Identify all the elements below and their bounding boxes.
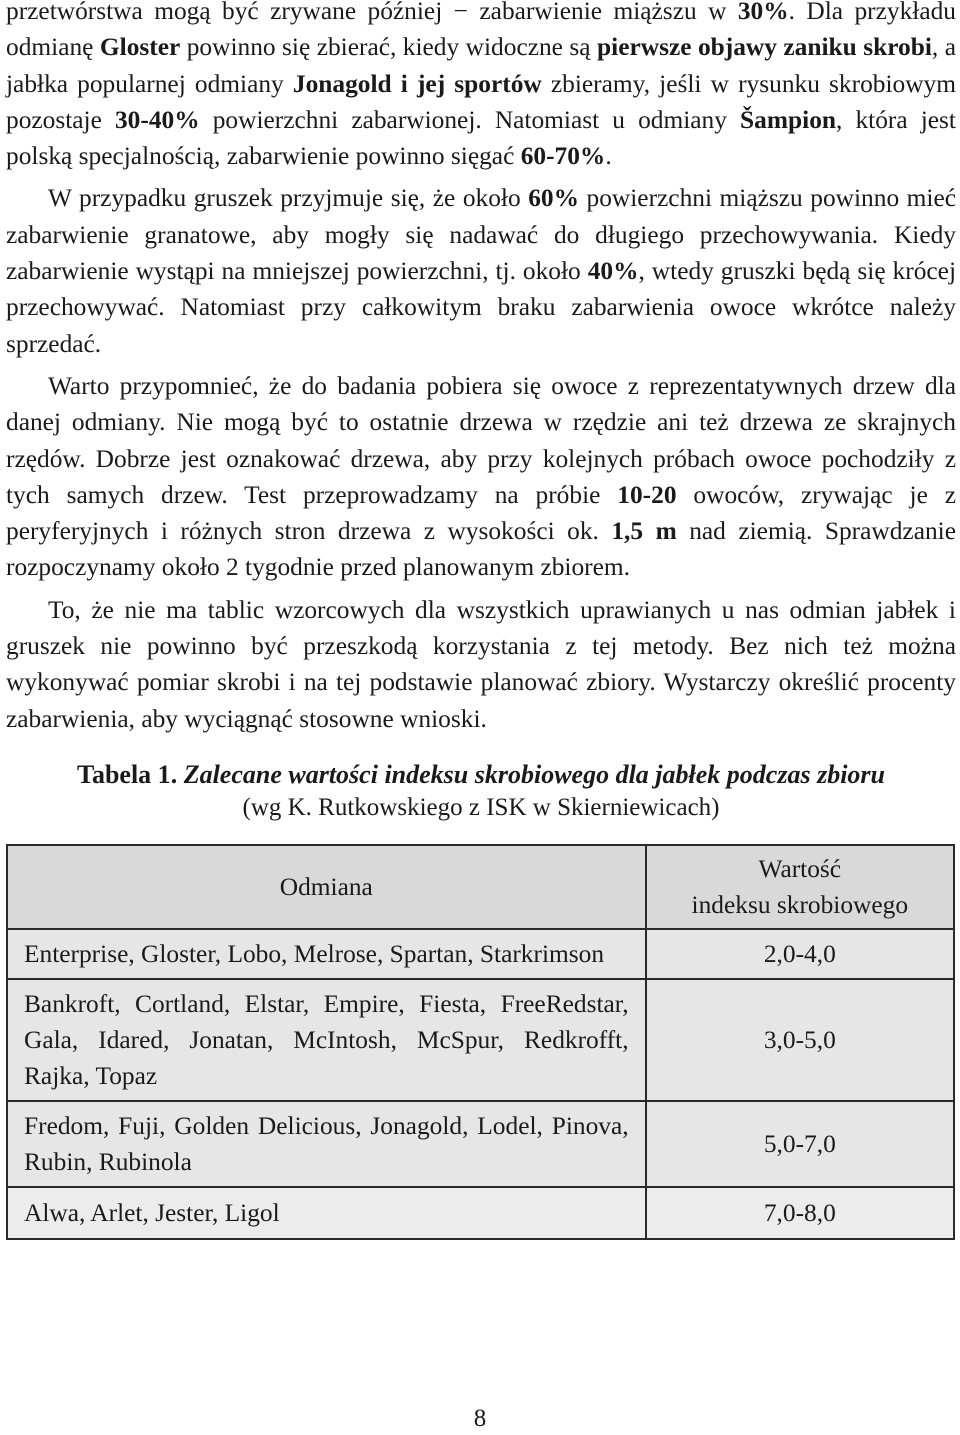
text: zbieramy, jeśli w rysunku skrobiowym pozostaje [6,69,956,134]
cell-value: 3,0-5,0 [646,979,954,1101]
paragraph-pears [6,180,956,361]
caption-separator: . [170,759,184,789]
text: , wtedy gruszki będą się krócej przechowywać. Natomiast przy całkowitym braku zabarwienia owoce wkrótce należy sprzedać. [6,257,956,358]
paragraph-apple-harvest [6,0,956,174]
text: powierzchni zabarwionej. Natomiast u odmiany [199,105,741,134]
text: nad ziemią. Sprawdzanie rozpoczynamy około 2 tygodnie przed planowanym zbiorem. [6,517,956,582]
text: przetwórstwa mogą być zrywane później − zabarwienie miąższu w [6,0,738,25]
table-source: (wg K. Rutkowskiego z ISK w Skierniewicach) [242,793,720,821]
header-variety: Odmiana [7,845,646,929]
bold-text: Šampion [740,105,837,134]
cell-varieties: Fredom, Fuji, Golden Delicious, Jonagold, Lodel, Pinova, Rubin, Rubinola [7,1101,646,1187]
bold-text: 30% [737,0,789,25]
cell-varieties: Alwa, Arlet, Jester, Ligol [7,1187,646,1239]
cell-varieties: Bankroft, Cortland, Elstar, Empire, Fiesta, FreeRedstar, Gala, Idared, Jonatan, McIntosh, McSpur, Redkrofft, Rajka, Topaz [7,979,646,1101]
bold-text: Gloster [99,33,181,62]
table-row [7,1101,954,1187]
text: W przypadku gruszek przyjmuje się, że około [48,184,529,213]
cell-value: 2,0-4,0 [646,929,954,979]
page [6,0,956,1240]
table-title: Zalecane wartości indeksu skrobiowego dla jabłek podczas zbioru [183,759,885,789]
paragraph-conclusion: To, że nie ma tablic wzorcowych dla wszystkich uprawianych u nas odmian jabłek i gruszek nie powinno być przeszkodą korzystania z tej metody. Bez nich też można wykonywać pomiar skrobi i na tej podstawie planować zbiory. Wystarczy określić procenty zabarwienia, aby wyciągnąć stosowne wnioski. [6,595,956,733]
cell-value: 7,0-8,0 [646,1187,954,1239]
bold-text: pierwsze objawy zaniku skrobi [597,33,932,62]
table-label: Tabela 1 [77,759,171,789]
table-row [7,1187,954,1239]
header-value-line2: indeksu skrobiowego [691,890,909,919]
starch-index-table [6,844,955,1240]
cell-value: 5,0-7,0 [646,1101,954,1187]
table-row [7,979,954,1101]
bold-text: 60-70% [520,142,606,171]
text: , która jest polską specjalnością, zabarwienie powinno sięgać [6,105,956,171]
text: . Dla przykładu odmianę [6,0,956,62]
bold-text: 1,5 m [611,517,677,546]
cell-varieties: Enterprise, Gloster, Lobo, Melrose, Spartan, Starkrimson [7,929,646,979]
bold-text: 30-40% [114,105,200,134]
text: powierzchni miąższu powinno mieć zabarwienie granatowe, aby mogły się nadawać do długiego przechowywania. Kiedy zabarwienie wystąpi na mniejszej powierzchni, tj. około [6,184,957,286]
header-value [646,845,954,929]
table-header-row [7,845,954,929]
header-value-line1: Wartość [758,854,842,883]
text: Warto przypomnieć, że do badania pobiera się owoce z reprezentatywnych drzew dla danej odmiany. Nie mogą być to ostatnie drzewa w rzędzie ani też drzewa ze skrajnych rzędów. Dobrze jest oznakować drzewa, aby przy kolejnych próbach owoce pochodziły z tych samych drzew. Test przeprowadzamy na próbie [6,371,956,509]
text: . [605,142,612,171]
table-row [7,929,954,979]
text: owoców, zrywając je z peryferyjnych i różnych stron drzewa z wysokości ok. [6,480,956,546]
page-number: 8 [473,1405,487,1432]
text: , a jabłka popularnej odmiany [6,33,956,98]
bold-text: 40% [587,257,639,286]
bold-text: 60% [528,184,579,213]
text: powinno się zbierać, kiedy widoczne są [180,33,598,62]
paragraph-sampling [6,368,956,586]
bold-text: 10-20 [617,480,677,509]
table-caption [6,758,956,792]
bold-text: Jonagold i jej sportów [292,69,542,98]
